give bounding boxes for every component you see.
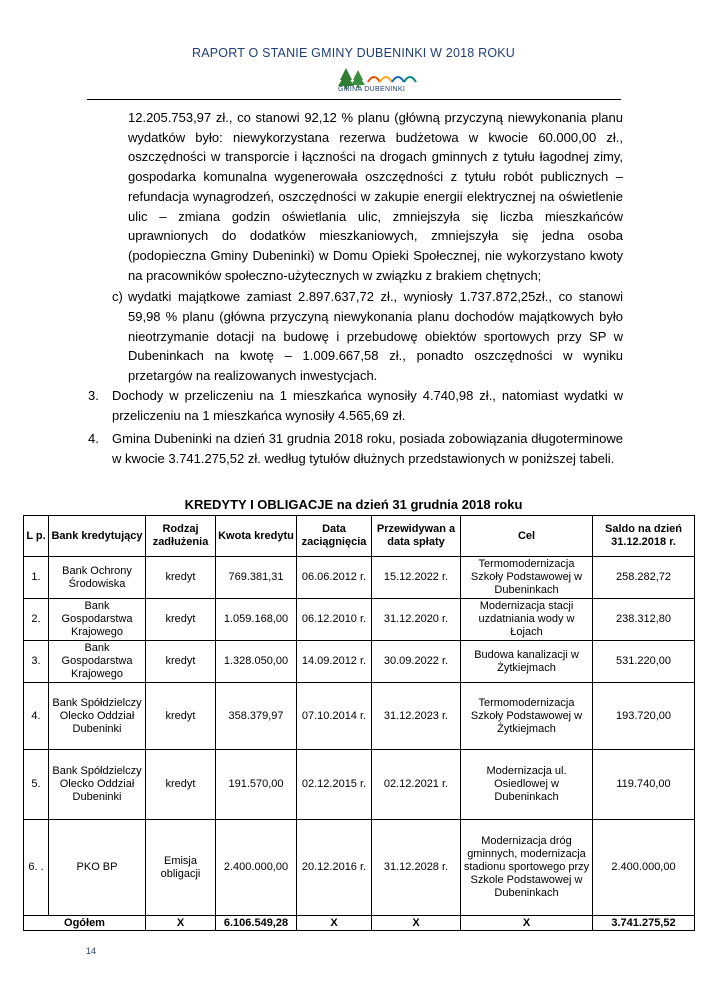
table-row: [24, 683, 695, 750]
table-cell: Modernizacja ul. Osiedlowej w Dubeninkach: [461, 750, 593, 820]
header-divider: [87, 99, 621, 100]
table-title: KREDYTY I OBLIGACJE na dzień 31 grudnia 2018 roku: [184, 497, 523, 512]
table-header-row: [24, 516, 695, 557]
table-row: [24, 557, 695, 599]
column-header: Kwota kredytu: [216, 516, 297, 557]
gmina-logo-icon: [334, 64, 424, 100]
column-header: L p.: [24, 516, 49, 557]
paragraph-expenses: 12.205.753,97 zł., co stanowi 92,12 % planu (główną przyczyną niewykonania planu wydatków było: niewykorzystana rezerwa budżetowa w kwocie 60.000,00 zł., oszczędności w transporcie i łączności na drogach gminnych z tytułu łagodnej zimy, gospodarka komunalna wygenerowała oszczędności z tytułu robót publicznych – refundacja wynagrodzeń, oszczędności w zakupie energii elektrycznej na oświetlenie ulic – zmiana godzin oświetlania ulic, zmniejszyła się liczba mieszkańców uprawnionych do dodatków mieszkaniowych, zmniejszyła się jedna osoba (podopieczna Gminy Dubeninki) w Domu Opieki Społecznej, nie wykorzystano kwoty na pracowników społeczno-użytecznych w związku z brakiem chętnych;: [128, 110, 623, 283]
table-cell: 02.12.2021 r.: [372, 750, 461, 820]
column-header: Cel: [461, 516, 593, 557]
loans-table: [23, 515, 695, 931]
list-item-3: [88, 386, 623, 425]
table-cell: Bank Spółdzielczy Olecko Oddział Dubeninki: [49, 750, 146, 820]
table-cell: 193.720,00: [593, 683, 695, 750]
list-marker: 3.: [88, 387, 99, 403]
table-cell: kredyt: [146, 750, 216, 820]
table-cell: 3.741.275,52: [593, 916, 695, 931]
table-cell: 30.09.2022 r.: [372, 641, 461, 683]
table-cell: 1.328.050,00: [216, 641, 297, 683]
table-cell: kredyt: [146, 599, 216, 641]
table-row: [24, 820, 695, 916]
table-cell: 06.06.2012 r.: [297, 557, 372, 599]
table-cell: 4.: [24, 683, 49, 750]
table-cell: X: [146, 916, 216, 931]
table-cell: 31.12.2028 r.: [372, 820, 461, 916]
table-cell: 6.106.549,28: [216, 916, 297, 931]
table-cell: 531.220,00: [593, 641, 695, 683]
list-item-c: [88, 287, 623, 386]
table-cell: 14.09.2012 r.: [297, 641, 372, 683]
body-text: [88, 108, 623, 469]
table-cell: 1.059.168,00: [216, 599, 297, 641]
table-row: [24, 641, 695, 683]
table-cell: X: [461, 916, 593, 931]
table-cell: 3.: [24, 641, 49, 683]
column-header: Saldo na dzień 31.12.2018 r.: [593, 516, 695, 557]
table-cell: 2.: [24, 599, 49, 641]
page-header-title: RAPORT O STANIE GMINY DUBENINKI W 2018 ROKU: [191, 46, 516, 60]
column-header: Przewidywan a data spłaty: [372, 516, 461, 557]
table-cell: 31.12.2023 r.: [372, 683, 461, 750]
table-cell: 07.10.2014 r.: [297, 683, 372, 750]
table-cell: kredyt: [146, 557, 216, 599]
logo-caption: GMINA DUBENINKI: [338, 86, 406, 93]
table-cell: kredyt: [146, 683, 216, 750]
table-cell: X: [297, 916, 372, 931]
table-cell: Bank Gospodarstwa Krajowego: [49, 599, 146, 641]
table-cell: Emisja obligacji: [146, 820, 216, 916]
table-cell: Bank Spółdzielczy Olecko Oddział Dubeninki: [49, 683, 146, 750]
table-cell: Budowa kanalizacji w Żytkiejmach: [461, 641, 593, 683]
table-cell: 02.12.2015 r.: [297, 750, 372, 820]
table-cell: 258.282,72: [593, 557, 695, 599]
table-cell: 06.12.2010 r.: [297, 599, 372, 641]
table-cell: 769.381,31: [216, 557, 297, 599]
page-number: 14: [86, 946, 97, 956]
column-header: Rodzaj zadłużenia: [146, 516, 216, 557]
table-cell: Bank Ochrony Środowiska: [49, 557, 146, 599]
table-cell: 20.12.2016 r.: [297, 820, 372, 916]
table-cell: Modernizacja stacji uzdatniania wody w Łojach: [461, 599, 593, 641]
table-cell: Termomodernizacja Szkoły Podstawowej w Dubeninkach: [461, 557, 593, 599]
list-item-text: Dochody w przeliczeniu na 1 mieszkańca wynosiły 4.740,98 zł., natomiast wydatki w przeliczeniu na 1 mieszkańca wynosiły 4.565,69 zł.: [112, 387, 623, 423]
table-cell: 191.570,00: [216, 750, 297, 820]
list-marker: 4.: [88, 431, 99, 447]
table-total-row: [24, 916, 695, 931]
table-cell: Ogółem: [24, 916, 146, 931]
list-item-text: Gmina Dubeninki na dzień 31 grudnia 2018 roku, posiada zobowiązania długoterminowe w kwocie 3.741.275,52 zł. według tytułów dłużnych przedstawionych w poniższej tabeli.: [112, 431, 623, 466]
table-cell: X: [372, 916, 461, 931]
table-cell: Bank Gospodarstwa Krajowego: [49, 641, 146, 683]
table-cell: 5.: [24, 750, 49, 820]
list-item-text: wydatki majątkowe zamiast 2.897.637,72 zł., wyniosły 1.737.872,25zł., co stanowi 59,98 % planu (główna przyczyną niewykonania planu dochodów majątkowych było nieotrzymanie dotacji na budowę i przebudowę obiektów sportowych przy SP w Dubeninkach na kwotę – 1.009.667,58 zł., ponadto oszczędności w wyniku przetargów na realizowanych inwestycjach.: [128, 289, 623, 384]
list-item-4: [88, 429, 623, 468]
table-cell: Modernizacja dróg gminnych, modernizacja stadionu sportowego przy Szkole Podstawowej w Dubeninkach: [461, 820, 593, 916]
table-cell: 238.312,80: [593, 599, 695, 641]
table-cell: PKO BP: [49, 820, 146, 916]
table-row: [24, 599, 695, 641]
column-header: Bank kredytujący: [49, 516, 146, 557]
table-row: [24, 750, 695, 820]
list-marker: c): [112, 289, 123, 305]
table-cell: Termomodernizacja Szkoły Podstawowej w Żytkiejmach: [461, 683, 593, 750]
table-cell: 358.379,97: [216, 683, 297, 750]
table-cell: 2.400.000,00: [216, 820, 297, 916]
table-cell: kredyt: [146, 641, 216, 683]
table-cell: 1.: [24, 557, 49, 599]
column-header: Data zaciągnięcia: [297, 516, 372, 557]
table-cell: 31.12.2020 r.: [372, 599, 461, 641]
table-cell: 6. .: [24, 820, 49, 916]
table-cell: 2.400.000,00: [593, 820, 695, 916]
table-cell: 15.12.2022 r.: [372, 557, 461, 599]
table-cell: 119.740,00: [593, 750, 695, 820]
